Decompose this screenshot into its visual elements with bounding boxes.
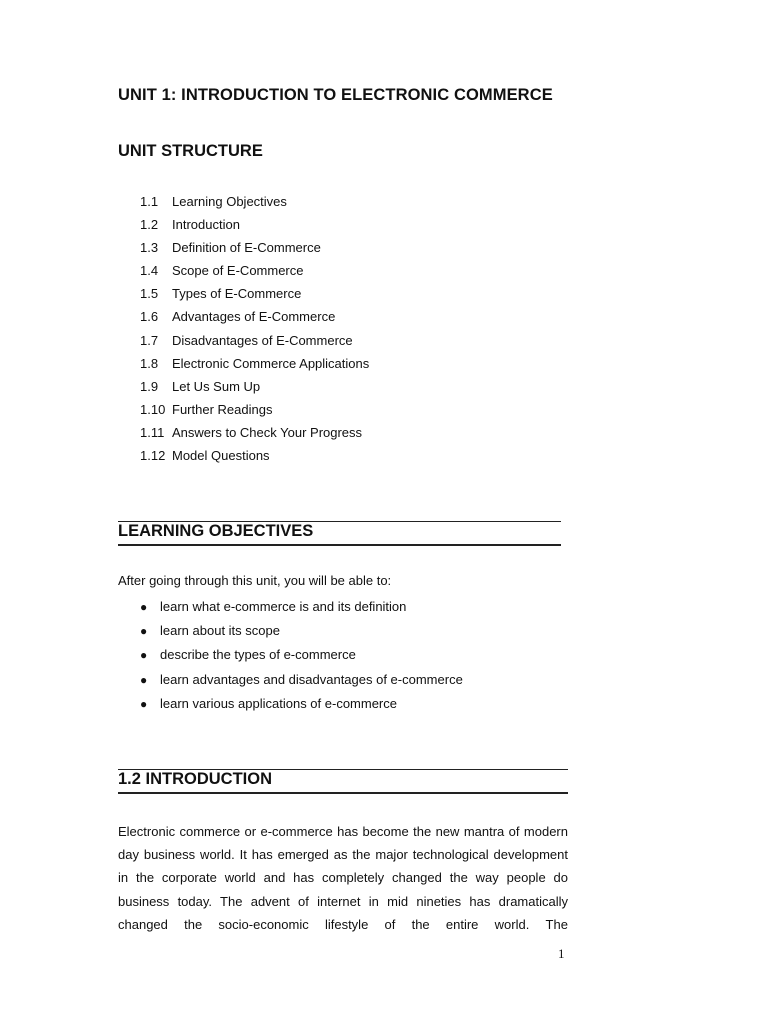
introduction-paragraph (118, 820, 568, 936)
toc-label: Scope of E-Commerce (172, 263, 304, 279)
toc-item (140, 423, 369, 446)
toc-label: Further Readings (172, 401, 273, 417)
paragraph-word: of (384, 916, 396, 932)
toc-label: Model Questions (172, 448, 270, 464)
toc-label: Advantages of E-Commerce (172, 309, 336, 325)
toc-number: 1.5 (140, 286, 159, 302)
toc-item (140, 261, 369, 284)
list-item-text: learn advantages and disadvantages of e-commerce (160, 671, 463, 687)
list-item (140, 597, 463, 621)
toc-label: Introduction (172, 217, 240, 233)
toc-label: Let Us Sum Up (172, 378, 261, 394)
paragraph-line: in the corporate world and has completely changed the way people do (118, 870, 568, 886)
toc-label: Learning Objectives (172, 194, 287, 209)
paragraph-word: entire (445, 916, 479, 932)
toc-number: 1.11 (140, 424, 165, 440)
bullet-icon: ● (140, 624, 148, 639)
paragraph-line: Electronic commerce or e-commerce has become the new mantra of modern (118, 824, 568, 839)
list-item-text: learn what e-commerce is and its definition (160, 599, 407, 614)
bullet-icon: ● (140, 672, 148, 687)
list-item-text: learn about its scope (160, 623, 280, 639)
introduction-heading: 1.2 INTRODUCTION (118, 770, 273, 788)
learning-objectives-heading: LEARNING OBJECTIVES (118, 522, 314, 540)
toc-item (140, 354, 369, 377)
list-item (140, 670, 463, 694)
section-rule-bottom (118, 792, 568, 794)
table-of-contents (140, 192, 369, 469)
bullet-icon: ● (140, 600, 148, 614)
toc-number: 1.8 (140, 355, 159, 371)
list-item-text: describe the types of e-commerce (160, 647, 356, 663)
paragraph-word: lifestyle (324, 916, 369, 932)
objectives-list (140, 597, 463, 718)
toc-item (140, 446, 369, 469)
toc-number: 1.10 (140, 401, 166, 417)
list-item (140, 621, 463, 645)
toc-number: 1.12 (140, 448, 166, 464)
toc-item (140, 192, 369, 215)
bullet-icon: ● (140, 648, 148, 663)
paragraph-word: The (545, 916, 568, 932)
toc-number: 1.7 (140, 332, 159, 348)
toc-number: 1.3 (140, 240, 159, 256)
paragraph-line: business today. The advent of internet in mid nineties has dramatically (118, 893, 568, 909)
toc-item (140, 284, 369, 307)
toc-label: Disadvantages of E-Commerce (172, 332, 353, 348)
paragraph-line: day business world. It has emerged as the major technological development (118, 847, 568, 863)
toc-number: 1.9 (140, 378, 159, 394)
bullet-icon: ● (140, 696, 148, 711)
paragraph-line (118, 913, 568, 936)
toc-label: Answers to Check Your Progress (172, 424, 363, 440)
toc-item (140, 215, 369, 238)
page-number: 1 (558, 946, 565, 961)
toc-item (140, 238, 369, 261)
objectives-intro: After going through this unit, you will be able to: (118, 573, 392, 588)
list-item (140, 694, 463, 718)
toc-number: 1.6 (140, 309, 159, 325)
section-rule-bottom (118, 544, 561, 546)
unit-structure-heading: UNIT STRUCTURE (118, 142, 263, 160)
toc-number: 1.2 (140, 217, 159, 233)
paragraph-word: the (184, 916, 203, 932)
paragraph-word: world. (494, 916, 530, 932)
list-item (140, 645, 463, 669)
paragraph-word: socio-economic (218, 916, 309, 932)
paragraph-word: the (411, 916, 430, 932)
toc-label: Definition of E-Commerce (172, 240, 321, 256)
paragraph-word: changed (118, 916, 168, 932)
toc-item (140, 331, 369, 354)
list-item-text: learn various applications of e-commerce (160, 695, 397, 711)
toc-number: 1.1 (140, 194, 159, 209)
unit-title: UNIT 1: INTRODUCTION TO ELECTRONIC COMMERCE (118, 86, 553, 104)
toc-item (140, 307, 369, 330)
toc-item (140, 377, 369, 400)
toc-item (140, 400, 369, 423)
toc-number: 1.4 (140, 263, 159, 279)
toc-label: Types of E-Commerce (172, 286, 302, 302)
toc-label: Electronic Commerce Applications (172, 355, 370, 371)
